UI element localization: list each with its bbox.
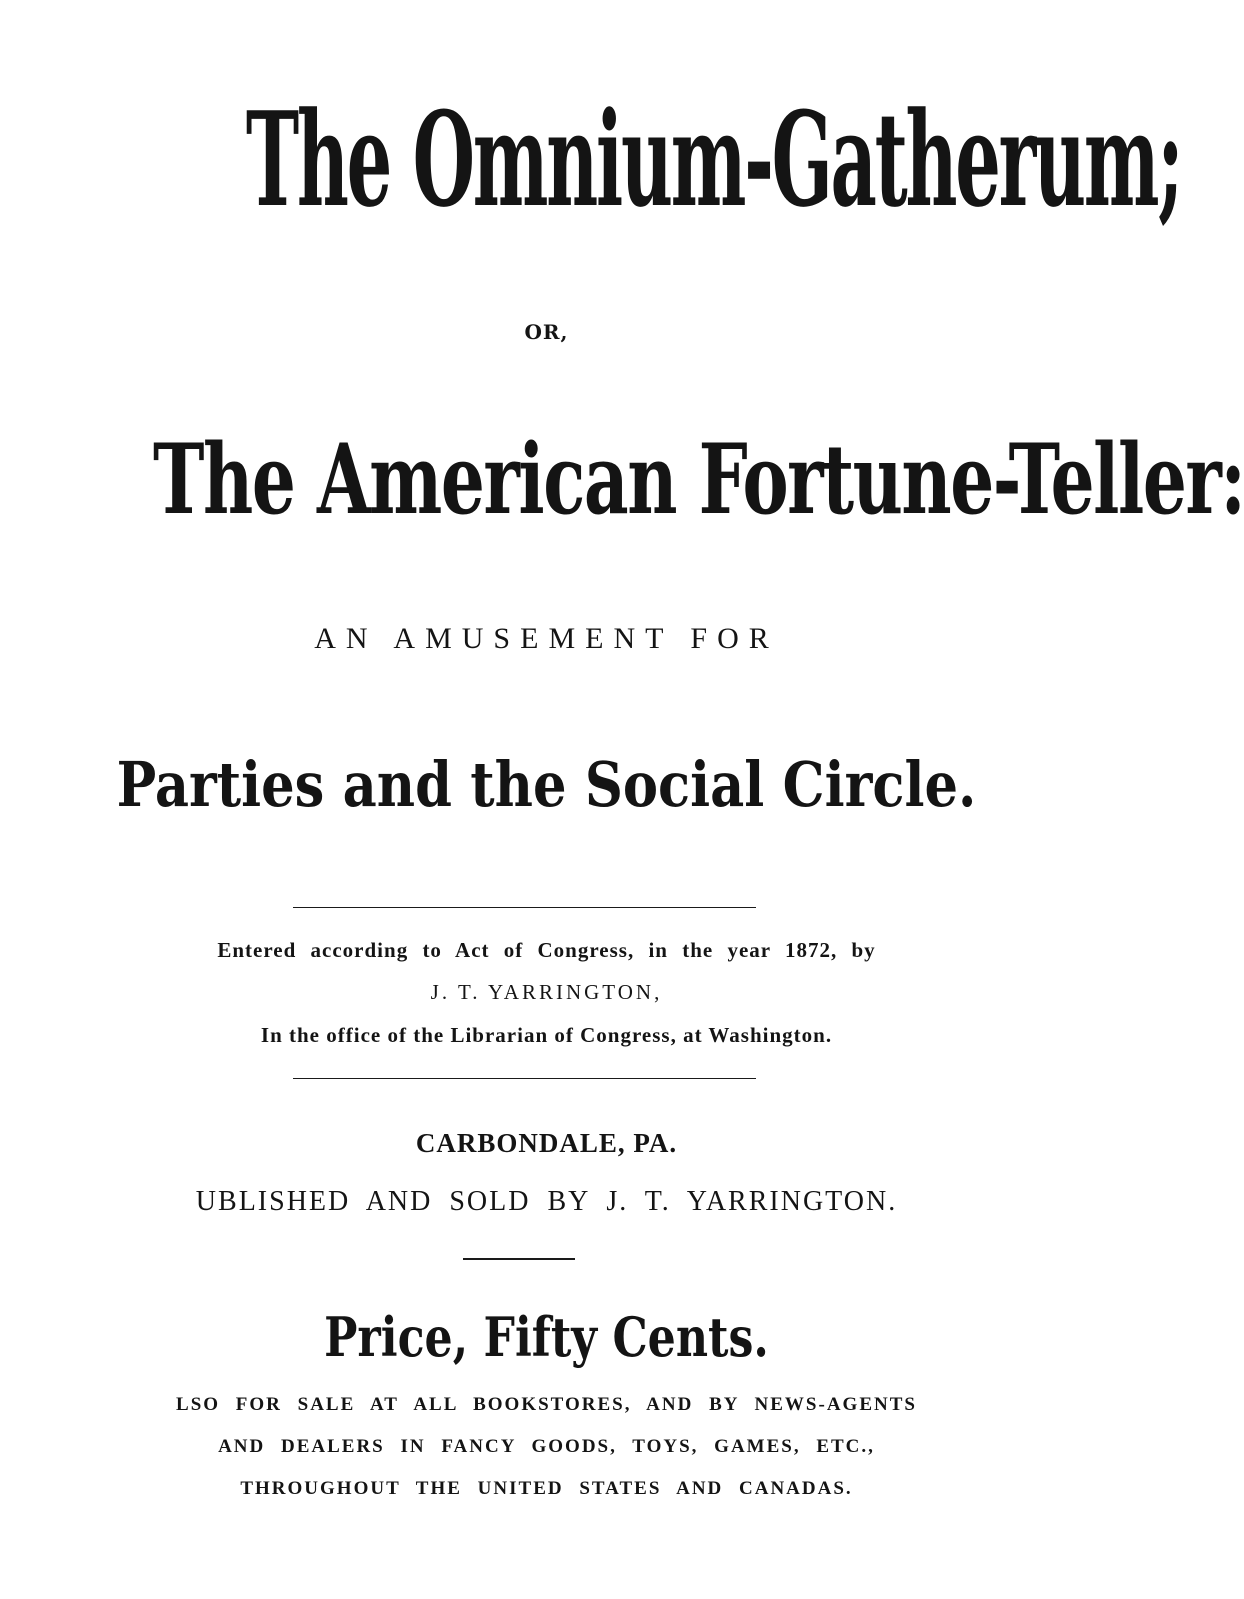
price-line: Price, Fifty Cents. xyxy=(324,1305,769,1369)
parties-line: Parties and the Social Circle. xyxy=(116,748,977,821)
sale-line-1: LSO FOR SALE AT ALL BOOKSTORES, AND BY NEWS-AGENTS xyxy=(176,1394,917,1415)
sale-line-3: THROUGHOUT THE UNITED STATES AND CANADAS. xyxy=(240,1478,853,1499)
divider-rule xyxy=(293,907,756,908)
main-title: The Omnium-Gatherum; xyxy=(245,83,1182,236)
sale-line-2: AND DEALERS IN FANCY GOODS, TOYS, GAMES, ETC., xyxy=(218,1436,875,1457)
place-of-publication: CARBONDALE, PA. xyxy=(415,1128,678,1158)
amusement-line: AN AMUSEMENT FOR xyxy=(314,622,779,655)
copyright-line-3: In the office of the Librarian of Congress, at Washington. xyxy=(260,1023,833,1047)
or-connector: OR, xyxy=(524,320,569,344)
divider-rule xyxy=(293,1078,756,1079)
short-divider-rule xyxy=(463,1258,575,1260)
copyright-line-1: Entered according to Act of Congress, in the year 1872, by xyxy=(217,938,876,962)
subtitle: The American Fortune-Teller: xyxy=(153,423,1244,536)
copyright-line-2: J. T. YARRINGTON, xyxy=(430,980,663,1004)
publisher-line: UBLISHED AND SOLD BY J. T. YARRINGTON. xyxy=(195,1186,898,1217)
